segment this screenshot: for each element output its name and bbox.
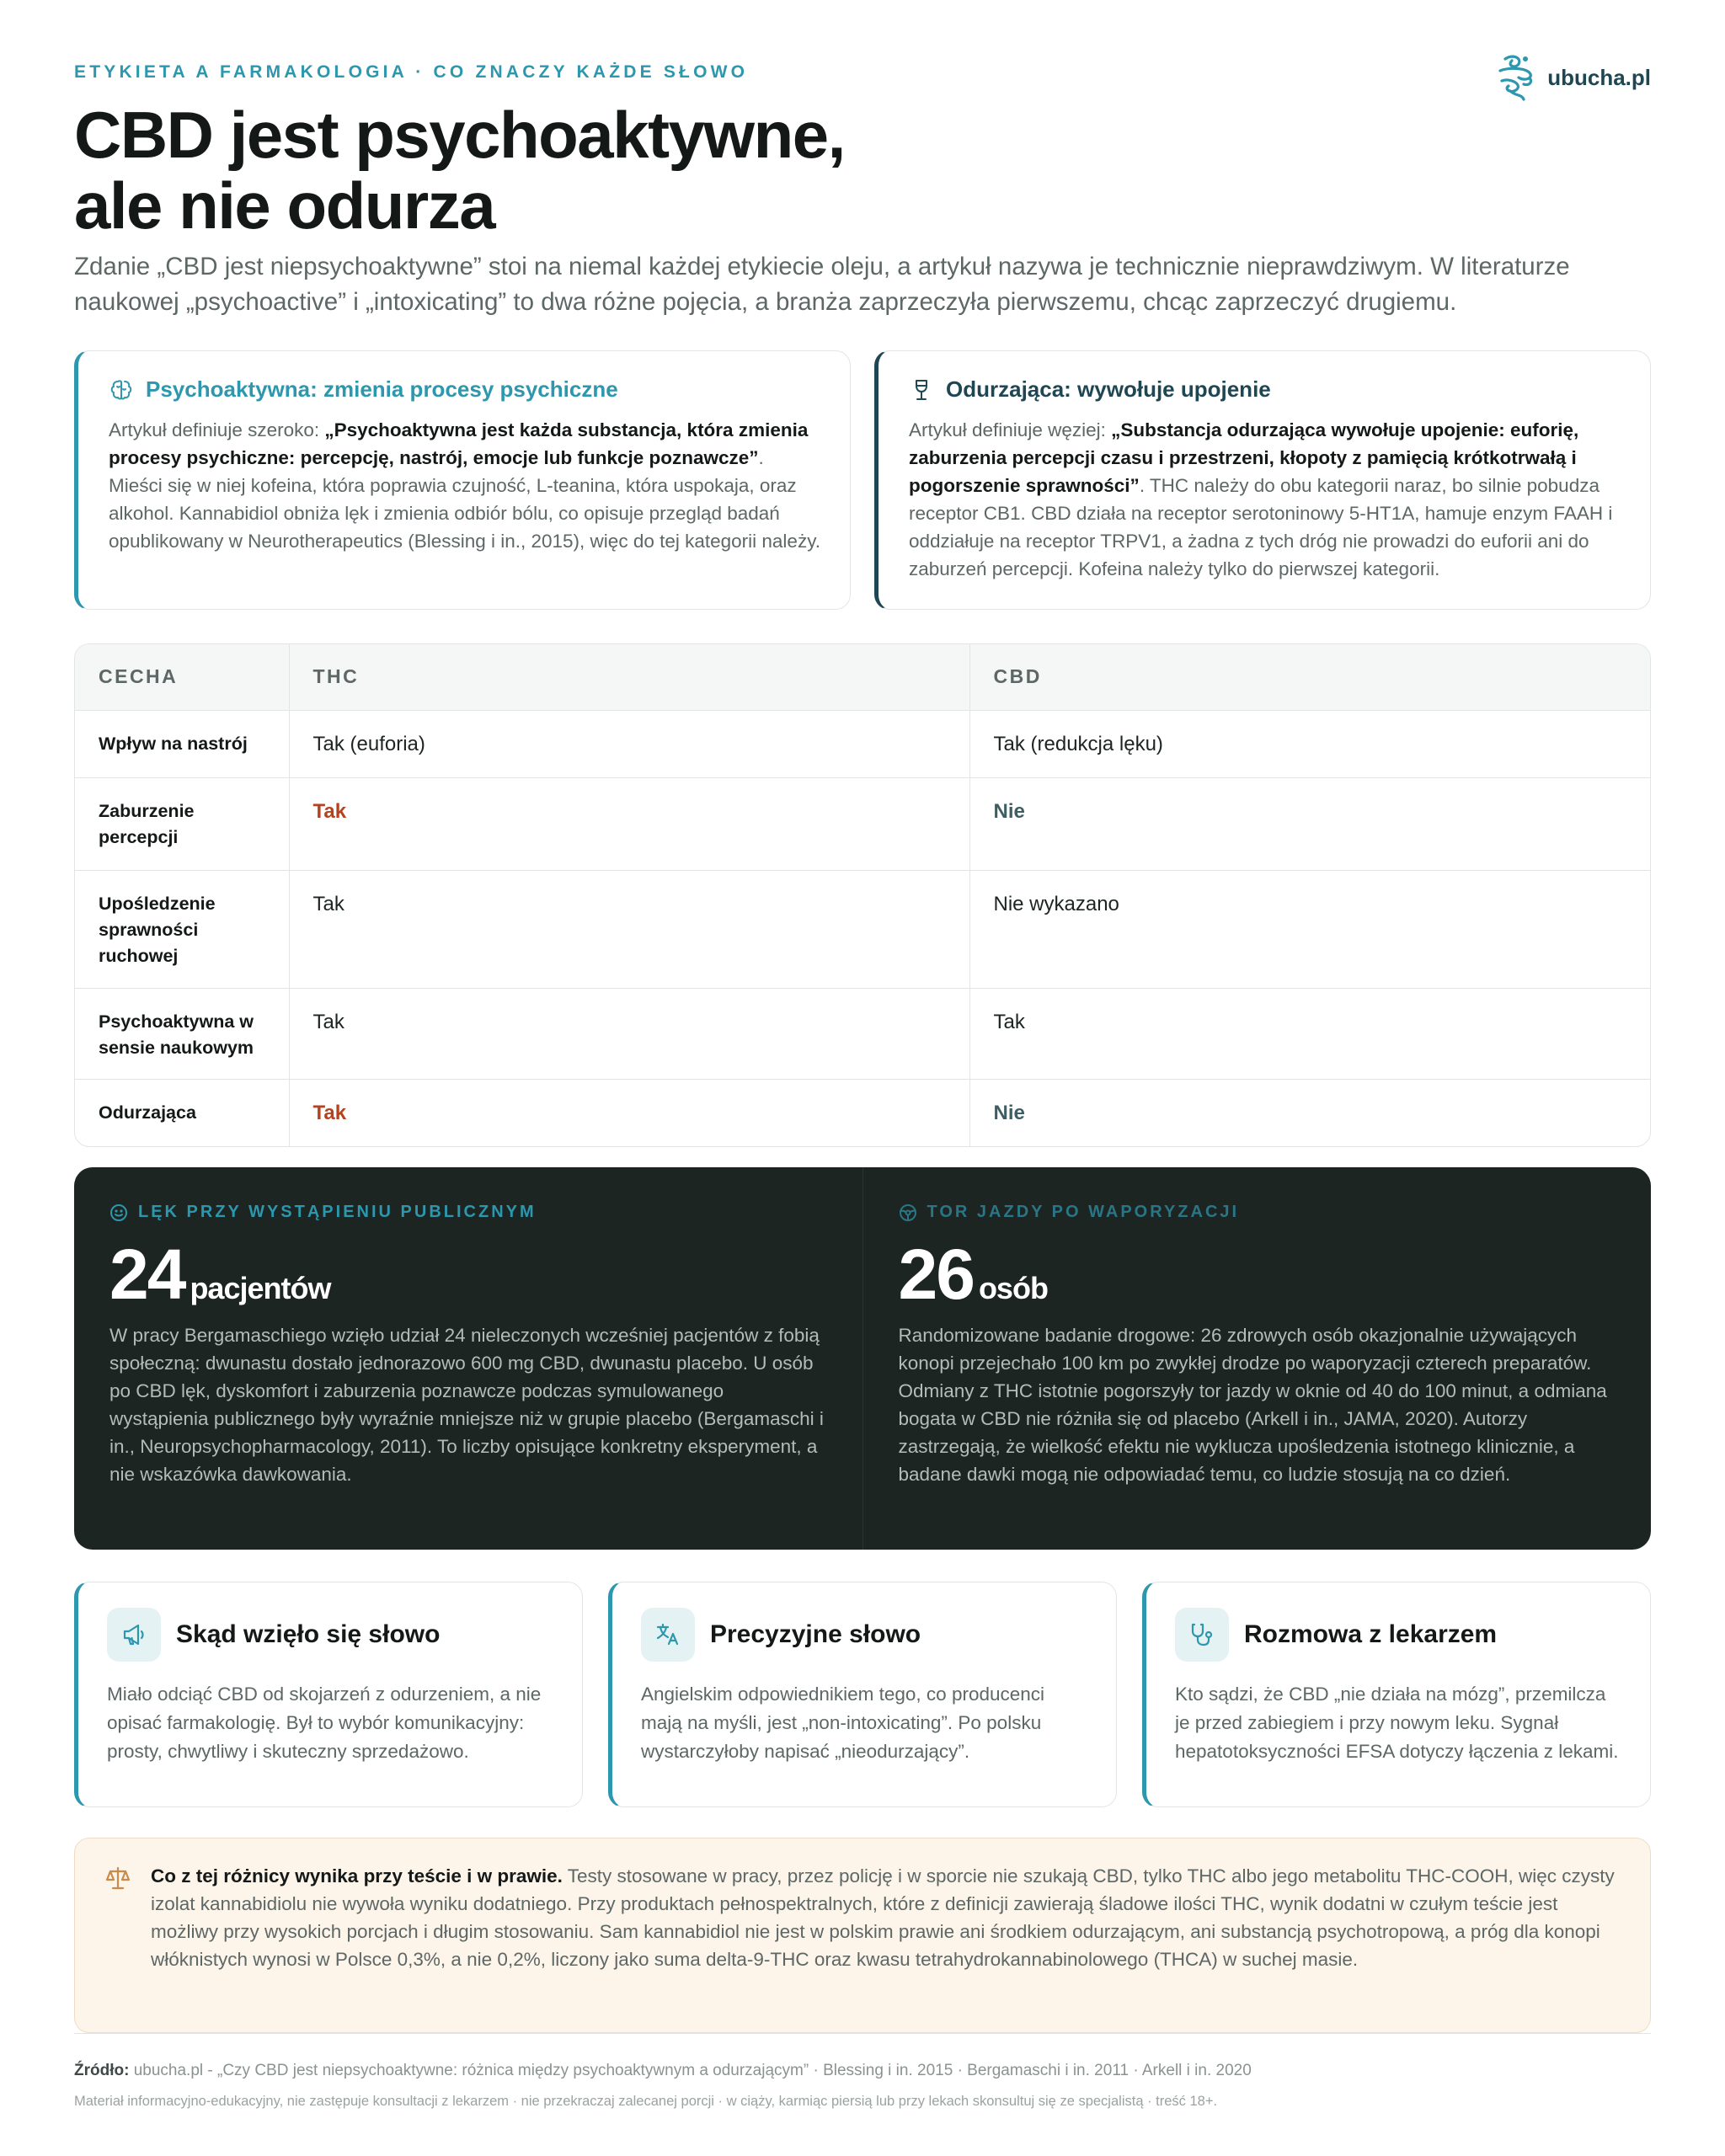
column-header-feature: CECHA — [75, 644, 289, 710]
table-row — [75, 870, 1651, 988]
legal-note-lead: Co z tej różnicy wynika przy teście i w prawie. — [151, 1865, 563, 1886]
feature-cell: Wpływ na nastrój — [75, 710, 289, 777]
study-unit: osób — [978, 1271, 1048, 1305]
smile-icon — [109, 1203, 128, 1222]
brand[interactable] — [1493, 51, 1651, 104]
page-title — [74, 99, 845, 241]
column-header-cbd: CBD — [969, 644, 1651, 710]
table-row — [75, 1079, 1651, 1146]
info-card-text: Kto sądzi, że CBD „nie działa na mózg”, przemilcza je przed zabiegiem i przy nowym leku. Sygnał hepatotoksyczności EFSA dotyczy łączenia z lekami. — [1175, 1684, 1619, 1762]
scales-icon — [104, 1864, 132, 1892]
cbd-cell: Tak — [969, 988, 1651, 1079]
brain-icon — [109, 377, 134, 403]
legal-note-body: Testy stosowane w pracy, przez policję i w sporcie nie szukają CBD, tylko THC albo jego metabolitu THC-COOH, więc czysty izolat kannabidiolu nie wywoła wyniku dodatniego. Przy produktach pełnospektralnych, które z definicji zawierają śladowe ilości THC, wynik dodatni w czułym teście jest możliwy przy wysokich porcjach i długim stosowaniu. Sam kannabidiol nie jest w polskim prawie ani środkiem odurzającym, ani substancją psychotropową, a próg dla konopi włóknistych wynosi w Polsce 0,3%, a nie 0,2%, liczony jako suma delta-9-THC oraz kwasu tetrahydrokannabinolowego (THCA) w suchej masie. — [151, 1865, 1615, 1970]
study-count — [109, 1235, 827, 1314]
study-count — [898, 1235, 1616, 1314]
study-number: 26 — [898, 1235, 974, 1314]
study-number: 24 — [109, 1235, 185, 1314]
legal-note-text — [151, 1862, 1616, 2032]
study-label — [899, 1203, 1616, 1222]
table-row — [75, 988, 1651, 1079]
cbd-cell: Nie — [969, 777, 1651, 870]
definition-intro: Artykuł definiuje szeroko: — [109, 419, 325, 440]
definition-header — [109, 376, 821, 403]
table-row — [75, 710, 1651, 777]
steering-wheel-icon — [899, 1203, 917, 1222]
study-label-text: LĘK PRZY WYSTĄPIENIU PUBLICZNYM — [138, 1203, 537, 1221]
title-line-1: CBD jest psychoaktywne, — [74, 98, 845, 172]
info-card-title: Rozmowa z lekarzem — [1244, 1620, 1498, 1648]
source-text: ubucha.pl - „Czy CBD jest niepsychoaktywne: różnica między psychoaktywnym a odurzającym” · Blessing i in. 2015 · Bergamaschi i in. 2011 · Arkell i in. 2020 — [129, 2062, 1252, 2079]
study-description: Randomizowane badanie drogowe: 26 zdrowych osób okazjonalnie używających konopi przejechało 100 km po zwykłej drodze po waporyzacji czterech preparatów. Odmiany z THC istotnie pogorszyły tor jazdy w oknie od 40 do 100 minut, a odmiana bogata w CBD nie różniła się od placebo (Arkell i in., JAMA, 2020). Autorzy zastrzegają, że wielkość efektu nie wyklucza upośledzenia istotnego klinicznie, a badane dawki mogą nie odpowiadać temu, co ludzie stosują na co dzień. — [898, 1325, 1607, 1485]
definition-quote: „Psychoaktywna jest każda substancja, która zmienia procesy psychiczne: percepcję, nastrój, emocje lub funkcje poznawcze” — [109, 419, 809, 468]
info-card-text: Angielskim odpowiednikiem tego, co producenci mają na myśli, jest „non-intoxicating”. Po polsku wystarczyłoby napisać „nieodurzający”. — [641, 1684, 1045, 1762]
definition-header — [909, 376, 1621, 403]
study-public-speaking — [74, 1167, 862, 1550]
infographic-page — [74, 0, 1651, 2156]
thc-cell: Tak — [289, 870, 969, 988]
cbd-cell: Nie — [969, 1079, 1651, 1146]
disclaimer: Materiał informacyjno-edukacyjny, nie zastępuje konsultacji z lekarzem · nie przekraczaj zalecanej porcji · w ciąży, karmiąc piersią lub przy lekach skonsultuj się ze specjalistą · treść 18+. — [74, 2094, 1218, 2109]
cbd-cell: Nie wykazano — [969, 870, 1651, 988]
info-card-header — [107, 1608, 555, 1662]
brand-name: ubucha.pl — [1547, 64, 1651, 90]
info-card-title: Skąd wzięło się słowo — [176, 1620, 441, 1648]
brand-logo-icon — [1493, 51, 1537, 104]
table-header-row — [75, 644, 1651, 710]
thc-cell: Tak (euforia) — [289, 710, 969, 777]
comparison-table — [74, 643, 1651, 1147]
title-line-2: ale nie odurza — [74, 168, 495, 243]
definition-rest: . Mieści się w niej kofeina, która poprawia czujność, L-teanina, która uspokaja, oraz alkohol. Kannabidiol obniża lęk i zmienia odbiór bólu, co opisuje przegląd badań opublikowany w Neurotherapeutics (Blessing i in., 2015), więc do tej kategorii należy. — [109, 447, 821, 552]
translate-icon — [654, 1620, 682, 1649]
footer-divider — [74, 2033, 1651, 2034]
table-row — [75, 777, 1651, 870]
eyebrow-label: ETYKIETA A FARMAKOLOGIA · CO ZNACZY KAŻDE SŁOWO — [74, 62, 749, 82]
info-card-header — [641, 1608, 1089, 1662]
definition-text — [109, 416, 821, 555]
feature-cell: Zaburzenie percepcji — [75, 777, 289, 870]
study-driving — [862, 1167, 1652, 1550]
definition-intro: Artykuł definiuje węziej: — [909, 419, 1112, 440]
feature-cell: Odurzająca — [99, 1102, 196, 1123]
source-label: Źródło: — [74, 2062, 130, 2079]
info-card-title: Precyzyjne słowo — [710, 1620, 921, 1648]
study-unit: pacjentów — [190, 1271, 331, 1305]
info-card-header — [1175, 1608, 1623, 1662]
stethoscope-icon — [1188, 1620, 1216, 1649]
definition-rest: . THC należy do obu kategorii naraz, bo silnie pobudza receptor CB1. CBD działa na receptor serotoninowy 5-HT1A, hamuje enzym FAAH i oddziałuje na receptor TRPV1, a żadna z tych dróg nie prowadzi do euforii ani do zaburzeń percepcji. Kofeina należy tylko do pierwszej kategorii. — [909, 475, 1613, 579]
thc-cell: Tak — [289, 777, 969, 870]
thc-cell: Tak — [289, 1079, 969, 1146]
studies-panel — [74, 1167, 1651, 1550]
definition-title: Odurzająca: wywołuje upojenie — [946, 376, 1271, 402]
info-card-icon-box — [1175, 1608, 1229, 1662]
study-label-text: TOR JAZDY PO WAPORYZACJI — [927, 1203, 1240, 1221]
thc-cell: Tak — [289, 988, 969, 1079]
info-card-text: Miało odciąć CBD od skojarzeń z odurzeniem, a nie opisać farmakologię. Był to wybór komunikacyjny: prosty, chwytliwy i skuteczny sprzedażowo. — [107, 1684, 542, 1762]
info-card-icon-box — [641, 1608, 695, 1662]
info-card-icon-box — [107, 1608, 161, 1662]
study-description: W pracy Bergamaschiego wzięło udział 24 nieleczonych wcześniej pacjentów z fobią społeczną: dwunastu dostało jednorazowo 600 mg CBD, dwunastu placebo. U osób po CBD lęk, dyskomfort i zaburzenia poznawcze podczas symulowanego wystąpienia publicznego były wyraźnie mniejsze niż w grupie placebo (Bergamaschi i in., Neuropsychopharmacology, 2011). To liczby opisujące konkretny eksperyment, a nie wskazówka dawkowania. — [109, 1325, 824, 1485]
definition-text — [909, 416, 1621, 583]
megaphone-icon — [120, 1620, 148, 1649]
source-line — [74, 2062, 1252, 2080]
cbd-cell: Tak (redukcja lęku) — [969, 710, 1651, 777]
lead-paragraph: Zdanie „CBD jest niepsychoaktywne” stoi na niemal każdej etykiecie oleju, a artykuł nazywa je technicznie nieprawdziwym. W literaturze naukowej „psychoactive” i „intoxicating” to dwa różne pojęcia, a branża zaprzeczyła pierwszemu, chcąc zaprzeczyć drugiemu. — [74, 253, 1570, 316]
feature-cell: Psychoaktywna w sensie naukowym — [75, 988, 289, 1079]
feature-cell: Upośledzenie sprawności ruchowej — [75, 870, 289, 988]
definition-title: Psychoaktywna: zmienia procesy psychiczne — [146, 376, 618, 402]
info-card-doctor-talk — [1142, 1582, 1651, 1807]
info-cards-row — [74, 1582, 1651, 1807]
definition-card-psychoactive — [74, 350, 851, 610]
info-card-precise-word — [608, 1582, 1117, 1807]
study-label — [109, 1203, 827, 1222]
column-header-thc: THC — [289, 644, 969, 710]
wine-glass-icon — [909, 377, 934, 403]
definition-card-intoxicating — [874, 350, 1651, 610]
definition-quote: „Substancja odurzająca wywołuje upojenie: euforię, zaburzenia percepcji czasu i przestrzeni, kłopoty z pamięcią krótkotrwałą i pogorszenie sprawności” — [909, 419, 1579, 496]
definitions-row — [74, 350, 1651, 610]
info-card-word-origin — [74, 1582, 583, 1807]
legal-note — [74, 1838, 1651, 2033]
